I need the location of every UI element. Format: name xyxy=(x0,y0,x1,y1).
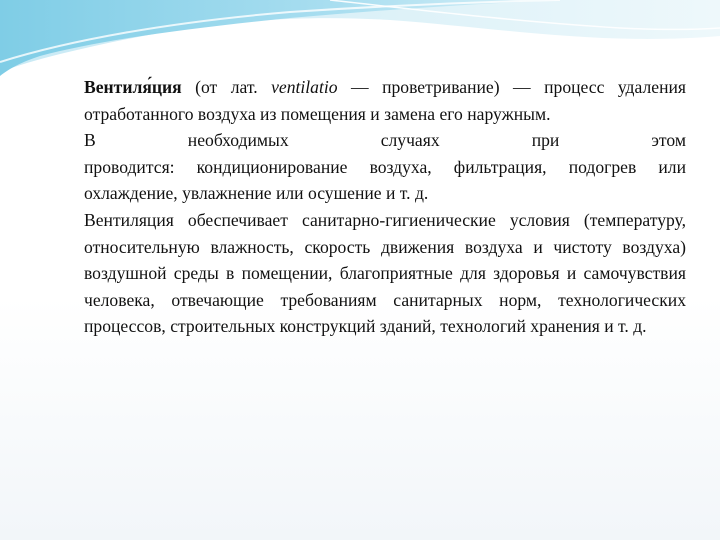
definition-text: — проветривание) — процесс удаления отработанного воздуха из помещения и замена его наружным. xyxy=(84,77,686,124)
slide-text-block xyxy=(84,74,686,340)
term-ventilation: Вентиля́ция xyxy=(84,77,182,97)
latin-term: ventilatio xyxy=(271,77,338,97)
definition-paragraph xyxy=(84,74,686,127)
conditions-paragraph: Вентиляция обеспечивает санитарно-гигиенические условия (температуру, относительную влажность, скорость движения воздуха и чистоту воздуха) воздушной среды в помещении, благоприятные для здоровья и самочувствия человека, отвечающие требованиям санитарных норм, технологических процессов, строительных конструкций зданий, технологий хранения и т. д. xyxy=(84,209,686,337)
definition-intro: (от лат. xyxy=(181,77,272,97)
conditioning-paragraph-first-line: В необходимых случаях при этом xyxy=(84,130,686,151)
conditioning-paragraph-rest: проводится: кондиционирование воздуха, фильтрация, подогрев или охлаждение, увлажнение или осушение и т. д. xyxy=(84,156,686,204)
